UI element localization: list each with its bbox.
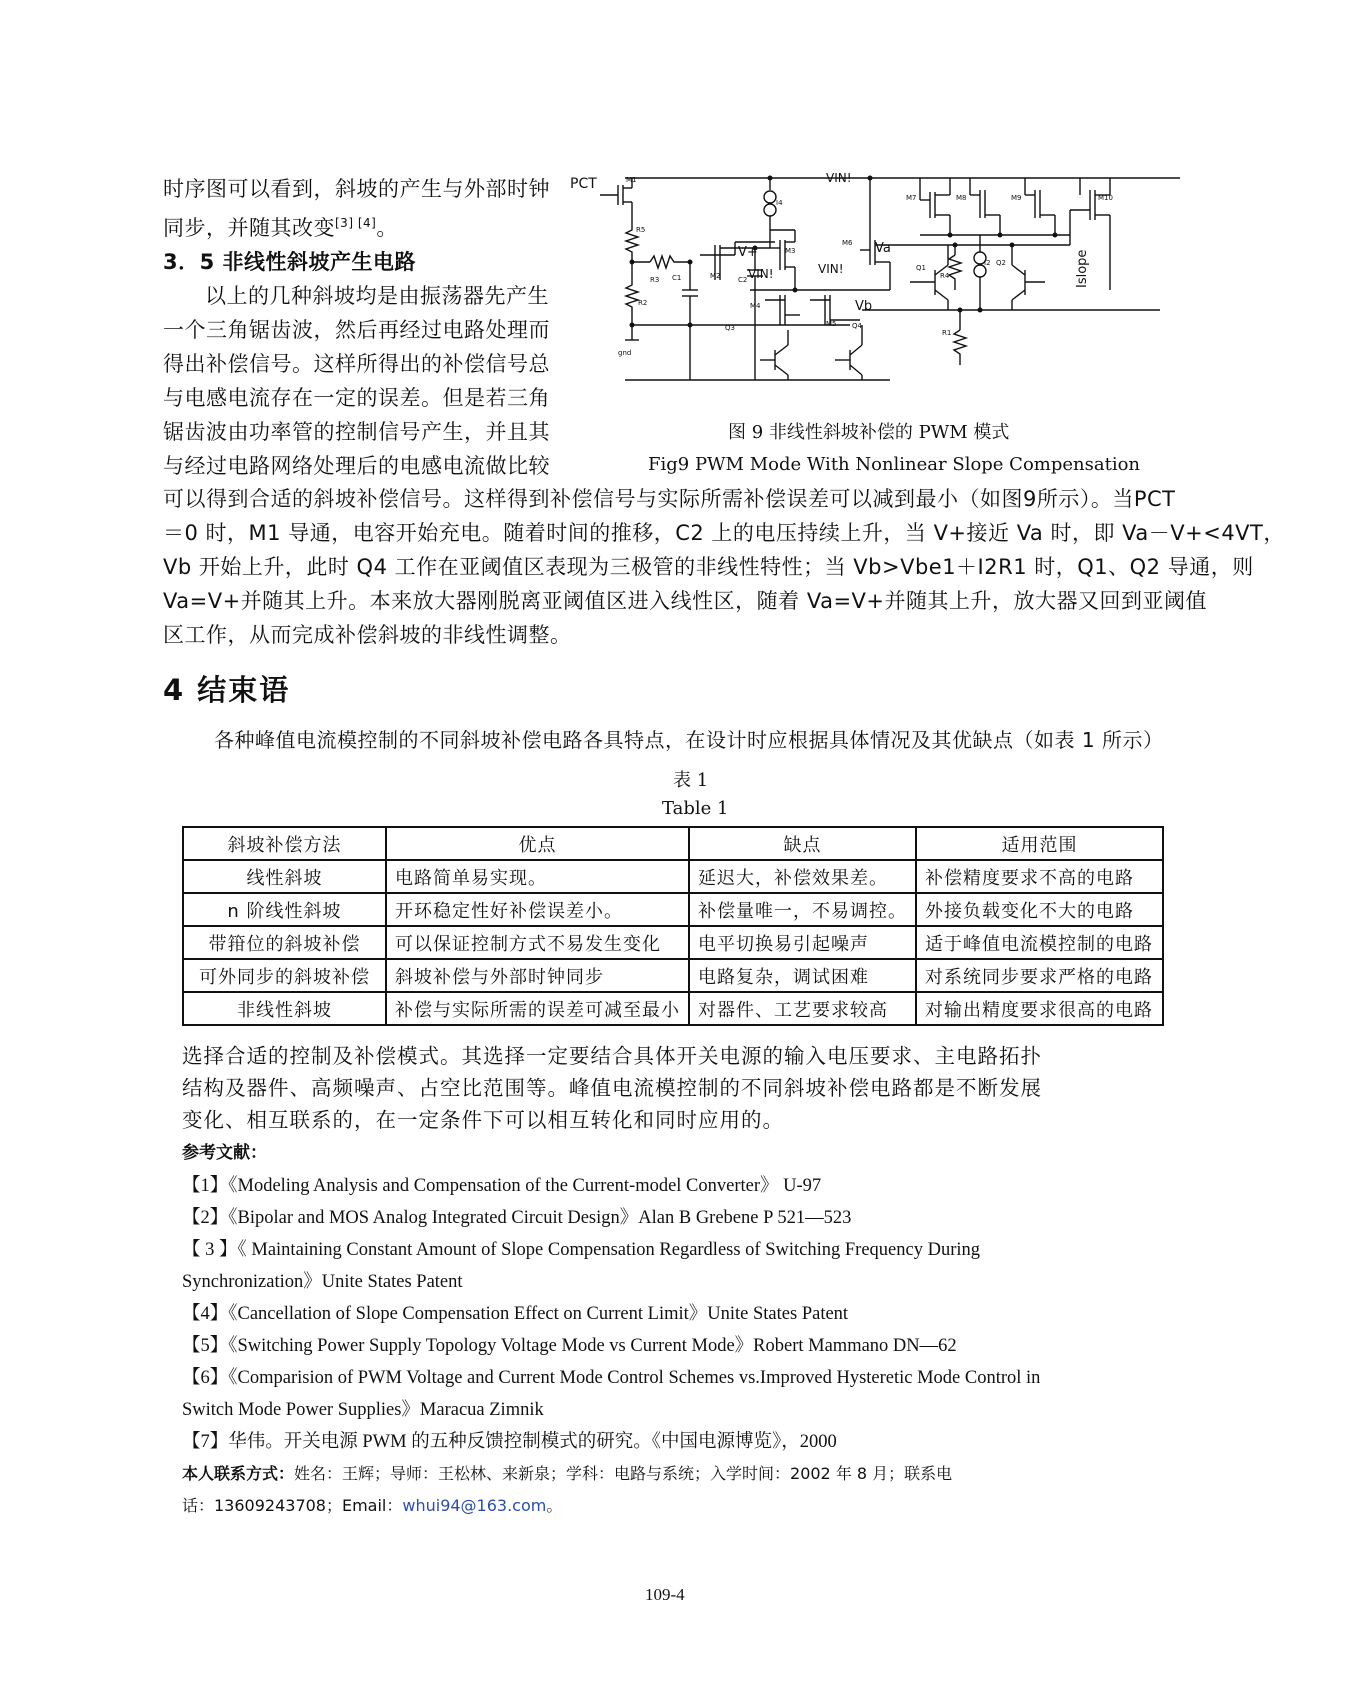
table-header-row: [183, 827, 1163, 860]
reference-item: Synchronization》Unite States Patent: [182, 1272, 463, 1292]
section4-intro: 各种峰值电流模控制的不同斜坡补偿电路各具特点，在设计时应根据具体情况及其优缺点（如表 1 所示）: [214, 728, 1164, 752]
reference-item: 【1】《Modeling Analysis and Compensation of the Current-model Converter》 U-97: [182, 1176, 822, 1196]
table-cell: 电平切换易引起噪声: [689, 926, 916, 959]
label-r5: R5: [636, 226, 646, 234]
table-cell: 非线性斜坡: [183, 992, 386, 1025]
left-line-8: 与经过电路网络处理后的电感电流做比较: [163, 454, 550, 478]
label-vplus: V+: [738, 245, 758, 260]
label-q3: Q3: [725, 324, 735, 332]
reference-item: 【5】《Switching Power Supply Topology Voltage Mode vs Current Mode》Robert Mammano DN—62: [182, 1336, 957, 1356]
contact-line-2: 话：13609243708；Email：whui94@163.com。: [182, 1496, 563, 1515]
para-line-5: 区工作，从而完成补偿斜坡的非线性调整。: [163, 623, 572, 647]
contact-label: 本人联系方式：: [182, 1464, 295, 1483]
table-row: [183, 893, 1163, 926]
left-line-6: 与电感电流存在一定的误差。但是若三角: [163, 386, 550, 410]
label-m8: M8: [956, 194, 967, 202]
label-i2: I2: [984, 259, 991, 267]
label-q4: Q4: [852, 322, 862, 330]
table-header-scope: 适用范围: [916, 827, 1163, 860]
label-m2: M2: [710, 272, 721, 280]
references-heading: 参考文献：: [182, 1143, 267, 1163]
label-q1: Q1: [916, 264, 926, 272]
label-m10: M10: [1098, 194, 1113, 202]
label-r3: R3: [650, 276, 660, 284]
email-link[interactable]: whui94@163.com: [402, 1496, 547, 1515]
page-number: 109-4: [645, 1585, 685, 1604]
figure-caption-en: Fig9 PWM Mode With Nonlinear Slope Compensation: [648, 454, 1141, 475]
table-cell: 补偿量唯一，不易调控。: [689, 893, 916, 926]
label-m3: M3: [785, 247, 796, 255]
reference-item: Switch Mode Power Supplies》Maracua Zimnik: [182, 1400, 544, 1420]
contact-block: [182, 1458, 952, 1522]
closing-line-3: 变化、相互联系的，在一定条件下可以相互转化和同时应用的。: [182, 1108, 784, 1132]
table-cell: 对输出精度要求很高的电路: [916, 992, 1163, 1025]
circuit-diagram: [570, 170, 1190, 410]
table-cell: 电路复杂，调试困难: [689, 959, 916, 992]
reference-item: 【 3 】《 Maintaining Constant Amount of Slope Compensation Regardless of Switching Frequency During: [182, 1240, 980, 1260]
label-vin-mid: VIN!: [748, 267, 774, 281]
table-cell: 电路简单易实现。: [386, 860, 689, 893]
reference-item: 【6】《Comparision of PWM Voltage and Current Mode Control Schemes vs.Improved Hysteretic Mode Control in: [182, 1368, 1041, 1388]
left-line-3: 以上的几种斜坡均是由振荡器先产生: [205, 284, 549, 308]
table-row: [183, 959, 1163, 992]
label-c1: C1: [672, 274, 682, 282]
closing-paragraph: [182, 1040, 1042, 1136]
table-row: [183, 926, 1163, 959]
label-i4: I4: [776, 199, 783, 207]
label-m4: M4: [750, 302, 761, 310]
table-cell: 可以保证控制方式不易发生变化: [386, 926, 689, 959]
table-cell: 开环稳定性好补偿误差小。: [386, 893, 689, 926]
para-line-3: Vb 开始上升，此时 Q4 工作在亚阈值区表现为三极管的非线性特性；当 Vb>Vbe1＋I2R1 时，Q1、Q2 导通，则: [163, 555, 1254, 579]
table-cell: 对器件、工艺要求较高: [689, 992, 916, 1025]
label-c2: C2: [738, 276, 748, 284]
label-m5: M5: [826, 320, 837, 328]
closing-line-2: 结构及器件、高频噪声、占空比范围等。峰值电流模控制的不同斜坡补偿电路都是不断发展: [182, 1076, 1042, 1100]
left-line-5: 得出补偿信号。这样所得出的补偿信号总: [163, 352, 550, 376]
closing-line-1: 选择合适的控制及补偿模式。其选择一定要结合具体开关电源的输入电压要求、主电路拓扑: [182, 1044, 1042, 1068]
label-va: Va: [875, 241, 891, 256]
label-vin-right: VIN!: [818, 262, 844, 276]
table-cell: 线性斜坡: [183, 860, 386, 893]
contact-line-1: 本人联系方式：姓名：王辉；导师：王松林、来新泉；学科：电路与系统；入学时间：2002 年 8 月；联系电: [182, 1464, 953, 1483]
left-column: [163, 172, 563, 483]
table-header-advantage: 优点: [386, 827, 689, 860]
table-cell: 适于峰值电流模控制的电路: [916, 926, 1163, 959]
para-line-1: 可以得到合适的斜坡补偿信号。这样得到补偿信号与实际所需补偿误差可以减到最小（如图9所示）。当PCT: [163, 487, 1176, 511]
paragraph-nonlinear: [163, 482, 1285, 652]
label-r2: R2: [638, 299, 648, 307]
table-title-en: Table 1: [662, 798, 729, 819]
label-vb: Vb: [855, 299, 873, 314]
label-m6: M6: [842, 239, 853, 247]
para-line-4: Va=V+并随其上升。本来放大器刚脱离亚阈值区进入线性区，随着 Va=V+并随其上升，放大器又回到亚阈值: [163, 589, 1207, 613]
reference-item: 【2】《Bipolar and MOS Analog Integrated Circuit Design》Alan B Grebene P 521—523: [182, 1208, 852, 1228]
left-line-4: 一个三角锯齿波，然后再经过电路处理而: [163, 318, 550, 342]
section-heading-4: 4 结束语: [163, 673, 291, 707]
label-m7: M7: [906, 194, 917, 202]
reference-item: 【7】华伟。开关电源 PWM 的五种反馈控制模式的研究。《中国电源博览》，2000: [182, 1432, 837, 1452]
table-cell: 可外同步的斜坡补偿: [183, 959, 386, 992]
label-islope: Islope: [1075, 249, 1090, 288]
table-row: [183, 992, 1163, 1025]
reference-item: 【4】《Cancellation of Slope Compensation Effect on Current Limit》Unite States Patent: [182, 1304, 849, 1324]
table-header-method: 斜坡补偿方法: [183, 827, 386, 860]
table-cell: 补偿与实际所需的误差可减至最小: [386, 992, 689, 1025]
table-row: [183, 860, 1163, 893]
para-line-2: ＝0 时，M1 导通，电容开始充电。随着时间的推移，C2 上的电压持续上升，当 V+接近 Va 时，即 Va－V+<4VT，: [163, 521, 1285, 545]
left-line-1: 时序图可以看到，斜坡的产生与外部时钟: [163, 177, 550, 201]
label-gnd: gnd: [618, 349, 632, 357]
label-pct: PCT: [570, 176, 597, 192]
comparison-table: [182, 826, 1164, 1026]
left-line-7: 锯齿波由功率管的控制信号产生，并且其: [163, 420, 550, 444]
table-title-cn: 表 1: [673, 770, 709, 791]
left-line-2: 同步，并随其改变[3] [4]。: [163, 216, 398, 240]
table-cell: 斜坡补偿与外部时钟同步: [386, 959, 689, 992]
section-heading-3-5: 3．5 非线性斜坡产生电路: [163, 250, 417, 274]
label-m1: M1: [626, 176, 637, 184]
label-r4: R4: [940, 272, 950, 280]
citation: [3] [4]: [335, 216, 377, 230]
label-r1: R1: [942, 329, 952, 337]
table-cell: 延迟大，补偿效果差。: [689, 860, 916, 893]
table-cell: 带箝位的斜坡补偿: [183, 926, 386, 959]
table-cell: 外接负载变化不大的电路: [916, 893, 1163, 926]
label-vin-top: VIN!: [826, 171, 852, 185]
label-m9: M9: [1011, 194, 1022, 202]
table-header-disadvantage: 缺点: [689, 827, 916, 860]
label-q2: Q2: [996, 259, 1006, 267]
figure-caption-cn: 图 9 非线性斜坡补偿的 PWM 模式: [728, 422, 1010, 443]
table-cell: 补偿精度要求不高的电路: [916, 860, 1163, 893]
references-list: [182, 1170, 1040, 1458]
table-cell: 对系统同步要求严格的电路: [916, 959, 1163, 992]
table-cell: n 阶线性斜坡: [183, 893, 386, 926]
